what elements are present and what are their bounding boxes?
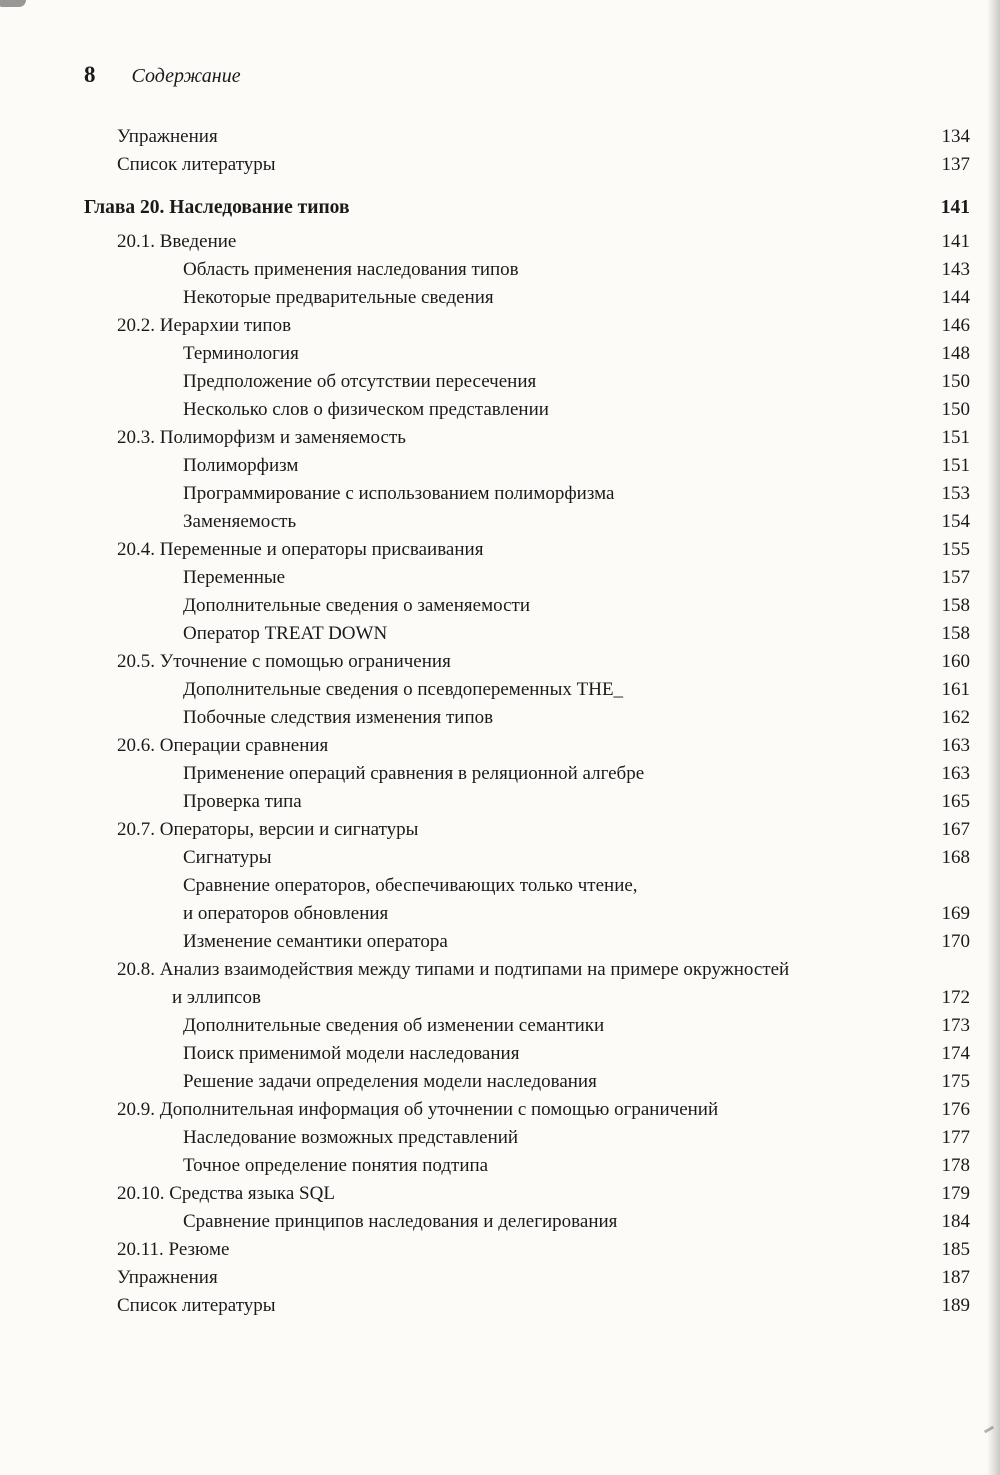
toc-entry-page: 167 [941,819,970,840]
toc-entry-page: 151 [941,455,970,476]
toc-entry-page: 160 [941,651,970,672]
toc-entry [84,1012,970,1040]
toc-entry-page: 187 [941,1267,970,1288]
toc-entry-title: Решение задачи определения модели наследования [183,1071,597,1092]
toc-entry [84,284,970,312]
toc-entry [84,816,970,844]
toc-entry-title: Побочные следствия изменения типов [183,707,494,728]
toc-entry [84,844,970,872]
toc-entry-page: 184 [941,1211,970,1232]
toc-entry [84,1152,970,1180]
toc-entry-title: Заменяемость [183,511,297,532]
toc-entry-page: 158 [941,623,970,644]
toc-entry-page: 144 [941,287,970,308]
scan-artifact-corner [0,0,26,7]
toc-entry-page: 141 [940,197,970,218]
toc-entry-title: Применение операций сравнения в реляционной алгебре [183,763,645,784]
toc-entry-title: Изменение семантики оператора [183,931,448,952]
toc-entry [84,872,970,900]
toc-entry-title: Оператор TREAT DOWN [183,623,388,644]
page-number: 8 [84,62,96,87]
toc-entry-title: Сравнение принципов наследования и делегирования [183,1211,618,1232]
toc-entry [84,424,970,452]
toc-entry [84,620,970,648]
toc-entry-page: 150 [941,399,970,420]
toc-entry-title: Глава 20. Наследование типов [84,197,350,218]
toc-entry-title: 20.4. Переменные и операторы присваивания [117,539,484,560]
toc-entry [84,228,970,256]
toc-entry-title: Точное определение понятия подтипа [183,1155,489,1176]
toc-entry-title: Список литературы [117,1295,276,1316]
toc-entry-title: 20.3. Полиморфизм и заменяемость [117,427,406,448]
toc-entry-title: 20.10. Средства языка SQL [117,1183,335,1204]
toc-entry-page: 162 [941,707,970,728]
page-header-title: Содержание [131,65,241,87]
toc-entry-title: и эллипсов [172,987,261,1008]
toc-entry-title: Область применения наследования типов [183,259,519,280]
toc-entry-title: Программирование с использованием полиморфизма [183,483,615,504]
toc-entry-title: Сигнатуры [183,847,272,868]
toc-entry [84,564,970,592]
toc-entry-title: Поиск применимой модели наследования [183,1043,520,1064]
toc-entry-page: 189 [941,1295,970,1316]
toc-entry-page: 141 [941,231,970,252]
toc-entry-title: 20.11. Резюме [117,1239,230,1260]
toc-entry-page: 165 [941,791,970,812]
toc-entry-title: Упражнения [117,1267,218,1288]
toc-entry [84,592,970,620]
toc-entry-page: 169 [941,903,970,924]
toc-entry [84,123,970,151]
toc-entry-title: Переменные [183,567,286,588]
toc-entry [84,536,970,564]
toc-entry-page: 155 [941,539,970,560]
toc-entry-page: 185 [941,1239,970,1260]
toc-list [84,123,970,1320]
toc-entry-page: 177 [941,1127,970,1148]
toc-entry-page: 178 [941,1155,970,1176]
toc-entry-title: Наследование возможных представлений [183,1127,519,1148]
toc-entry-title: Некоторые предварительные сведения [183,287,494,308]
toc-entry-title: 20.6. Операции сравнения [117,735,329,756]
toc-entry-title: 20.8. Анализ взаимодействия между типами и подтипами на примере окружностей [117,959,790,980]
toc-entry [84,1236,970,1264]
toc-entry-page: 143 [941,259,970,280]
toc-entry-title: 20.7. Операторы, версии и сигнатуры [117,819,419,840]
toc-entry-page: 148 [941,343,970,364]
toc-entry [84,928,970,956]
toc-entry [84,984,970,1012]
toc-entry [84,788,970,816]
toc-entry-page: 158 [941,595,970,616]
page-header [84,62,241,88]
toc-entry [84,368,970,396]
scan-artifact-mark [984,1426,994,1434]
toc-entry-title: Список литературы [117,154,276,175]
toc-entry-page: 170 [941,931,970,952]
toc-entry-title: 20.1. Введение [117,231,237,252]
toc-entry-page: 176 [941,1099,970,1120]
toc-entry-page: 172 [941,987,970,1008]
toc-entry [84,900,970,928]
toc-entry [84,194,970,222]
toc-entry-page: 157 [941,567,970,588]
toc-entry [84,480,970,508]
toc-entry-page: 137 [941,154,970,175]
toc-entry-title: Сравнение операторов, обеспечивающих только чтение, [183,875,638,896]
toc-entry [84,676,970,704]
toc-entry [84,396,970,424]
toc-entry [84,1040,970,1068]
toc-entry-page: 163 [941,763,970,784]
toc-entry-title: Несколько слов о физическом представлении [183,399,549,420]
toc-entry-title: Терминология [183,343,299,364]
toc-entry-title: Дополнительные сведения о заменяемости [183,595,530,616]
toc-entry-title: Предположение об отсутствии пересечения [183,371,537,392]
toc-entry-title: и операторов обновления [183,903,389,924]
toc-entry-title: Дополнительные сведения об изменении семантики [183,1015,605,1036]
toc-entry-page: 161 [941,679,970,700]
toc-entry-page: 179 [941,1183,970,1204]
toc-entry-page: 153 [941,483,970,504]
toc-entry-title: 20.9. Дополнительная информация об уточнении с помощью ограничений [117,1099,719,1120]
toc-entry-page: 174 [941,1043,970,1064]
toc-entry [84,1208,970,1236]
toc-entry-title: 20.5. Уточнение с помощью ограничения [117,651,451,672]
toc-entry [84,1292,970,1320]
toc-entry-page: 146 [941,315,970,336]
toc-entry [84,704,970,732]
toc-entry-page: 151 [941,427,970,448]
toc-entry [84,1264,970,1292]
toc-entry-page: 163 [941,735,970,756]
toc-entry [84,340,970,368]
toc-entry-title: Упражнения [117,126,218,147]
toc-entry-page: 150 [941,371,970,392]
toc-entry [84,956,970,984]
toc-entry-page: 175 [941,1071,970,1092]
toc-entry [84,312,970,340]
toc-entry-title: 20.2. Иерархии типов [117,315,292,336]
toc-entry-title: Дополнительные сведения о псевдопеременных THE_ [183,679,624,700]
toc-entry-title: Проверка типа [183,791,302,812]
toc-entry [84,1124,970,1152]
toc-entry [84,256,970,284]
toc-entry-page: 154 [941,511,970,532]
toc-entry [84,1096,970,1124]
toc-entry-page: 173 [941,1015,970,1036]
toc-entry [84,732,970,760]
toc-entry [84,1068,970,1096]
toc-entry [84,508,970,536]
toc-entry-title: Полиморфизм [183,455,299,476]
toc-entry [84,452,970,480]
toc-entry [84,151,970,179]
toc-entry [84,760,970,788]
toc-entry-page: 134 [941,126,970,147]
toc-entry [84,648,970,676]
scan-artifact-edge-shadow [987,0,1000,1475]
toc-entry [84,1180,970,1208]
toc-entry-page: 168 [941,847,970,868]
